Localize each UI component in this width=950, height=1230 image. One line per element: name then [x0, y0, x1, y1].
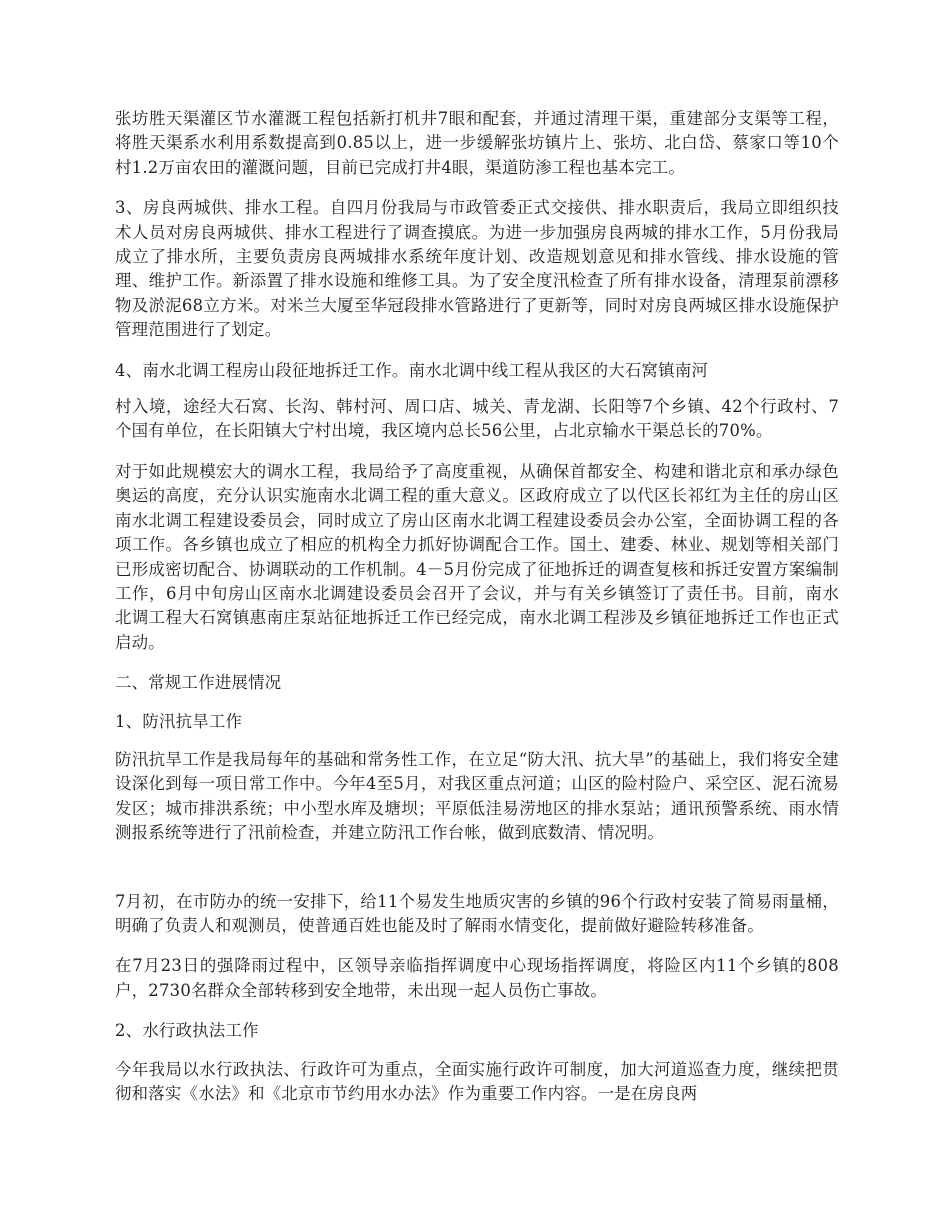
paragraph-south-north-water-route: 村入境，途经大石窝、长沟、韩村河、周口店、城关、青龙湖、长阳等7个乡镇、42个行政村、7个国有单位，在长阳镇大宁村出境，我区境内总长56公里，占北京输水干渠总长的70%。: [115, 397, 839, 441]
paragraph-zhangfang-irrigation: 张坊胜天渠灌区节水灌溉工程包括新打机井7眼和配套，并通过清理干渠，重建部分支渠等工程，将胜天渠系水利用系数提高到0.85以上，进一步缓解张坊镇片上、张坊、北白岱、蔡家口等10个村1.2万亩农田的灌溉问题，目前已完成打井4眼，渠道防渗工程也基本完工。: [115, 109, 839, 177]
paragraph-rain-gauges: 7月初，在市防办的统一安排下，给11个易发生地质灾害的乡镇的96个行政村安装了简易雨量桶，明确了负责人和观测员，使普通百姓也能及时了解雨水情变化，提前做好避险转移准备。: [115, 891, 839, 935]
paragraph-south-north-water-intro: 4、南水北调工程房山段征地拆迁工作。南水北调中线工程从我区的大石窝镇南河: [115, 360, 709, 380]
document-body: [115, 107, 839, 1122]
section-heading-routine-work: 二、常规工作进展情况: [115, 673, 282, 693]
paragraph-south-north-water-organization: 对于如此规模宏大的调水工程，我局给予了高度重视，从确保首都安全、构建和谐北京和承办绿色奥运的高度，充分认识实施南水北调工程的重大意义。区政府成立了以代区长祁红为主任的房山区南水北调工程建设委员会，同时成立了房山区南水北调工程建设委员会办公室，全面协调工程的各项工作。各乡镇也成立了相应的机构全力抓好协调配合工作。国土、建委、林业、规划等相关部门已形成密切配合、协调联动的工作机制。4－5月份完成了征地拆迁的调查复核和拆迁安置方案编制工作，6月中旬房山区南水北调建设委员会召开了会议，并与有关乡镇签订了责任书。目前，南水北调工程大石窝镇惠南庄泵站征地拆迁工作已经完成，南水北调工程涉及乡镇征地拆迁工作也正式启动。: [115, 461, 839, 652]
paragraph-law-enforcement: 今年我局以水行政执法、行政许可为重点，全面实施行政许可制度，加大河道巡查力度，继续把贯彻和落实《水法》和《北京市节约用水办法》作为重要工作内容。一是在房良两: [115, 1059, 839, 1103]
subsection-heading-flood-control: 1、防汛抗旱工作: [115, 711, 243, 731]
paragraph-water-supply-drainage: 3、房良两城供、排水工程。自四月份我局与市政管委正式交接供、排水职责后，我局立即组织技术人员对房良两城供、排水工程进行了调查摸底。为进一步加强房良两城的排水工作，5月份我局成立了排水所，主要负责房良两城排水系统年度计划、改造规划意见和排水管线、排水设施的管理、维护工作。新添置了排水设施和维修工具。为了安全度汛检查了所有排水设备，清理泵前漂移物及淤泥68立方米。对米兰大厦至华冠段排水管路进行了更新等，同时对房良两城区排水设施保护管理范围进行了划定。: [115, 198, 839, 340]
blank-gap: [115, 862, 839, 890]
subsection-heading-law-enforcement: 2、水行政执法工作: [115, 1021, 259, 1041]
paragraph-evacuation: 在7月23日的强降雨过程中，区领导亲临指挥调度中心现场指挥调度，将险区内11个乡镇的808户，2730名群众全部转移到安全地带，未出现一起人员伤亡事故。: [115, 956, 839, 1000]
paragraph-flood-control: 防汛抗旱工作是我局每年的基础和常务性工作，在立足“防大汛、抗大旱”的基础上，我们将安全建设深化到每一项日常工作中。今年4至5月，对我区重点河道；山区的险村险户、采空区、泥石流易发区；城市排洪系统；中小型水库及塘坝；平原低洼易涝地区的排水泵站；通讯预警系统、雨水情测报系统等进行了汛前检查，并建立防汛工作台帐，做到底数清、情况明。: [115, 749, 839, 843]
